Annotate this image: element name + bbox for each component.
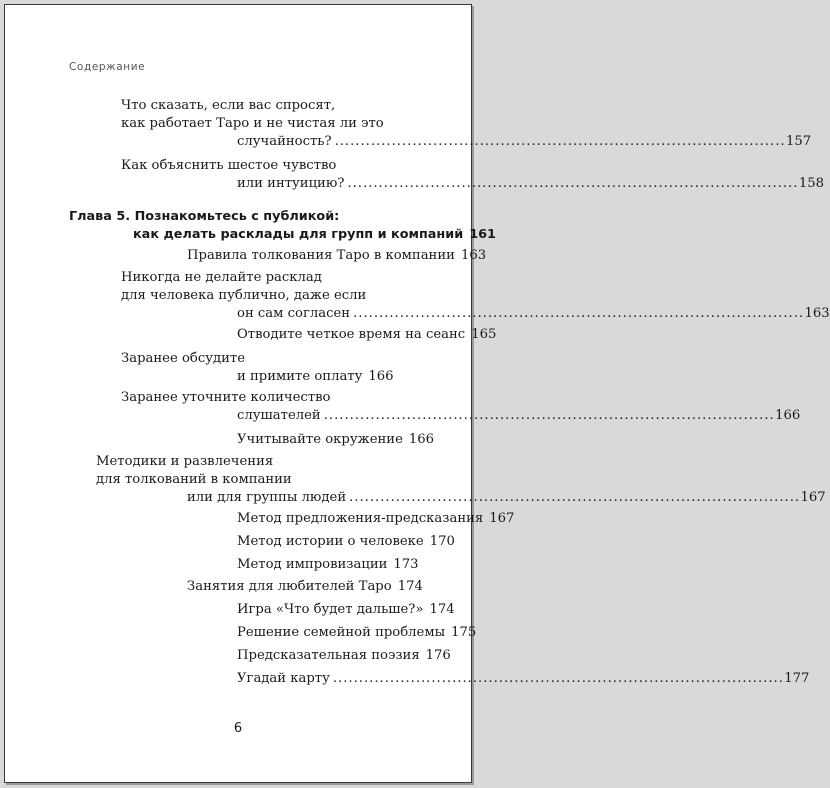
toc-line: Заранее уточните количество	[121, 390, 331, 405]
toc-page-number: 161	[469, 227, 496, 242]
toc-line: Как объяснить шестое чувство	[121, 158, 337, 173]
toc-entry-title: Занятия для любителей Таро	[187, 579, 392, 594]
toc-leader-line	[237, 133, 812, 151]
toc-leader-line	[237, 368, 394, 386]
toc-page-number: 167	[489, 511, 515, 526]
toc-leader-line	[187, 578, 423, 596]
toc-entry	[5, 97, 812, 151]
toc-page-number: 163	[804, 306, 830, 321]
toc-leader-line	[187, 489, 826, 507]
toc-leader-line	[237, 326, 497, 344]
book-page	[4, 4, 830, 783]
dot-leader	[324, 407, 772, 425]
toc-leader-line	[237, 305, 830, 323]
toc-entry	[5, 578, 471, 596]
toc-entry	[5, 157, 824, 193]
toc-page-number: 166	[408, 432, 435, 447]
toc-entry-title: Игра «Что будет дальше?»	[237, 602, 424, 617]
toc-leader-line	[237, 647, 451, 665]
toc-entry	[5, 510, 515, 528]
toc-entry-title: Метод предложения-предсказания	[237, 511, 484, 526]
toc-entry	[5, 389, 801, 425]
dot-leader	[333, 670, 781, 688]
toc-leader-line	[237, 556, 419, 574]
toc-entry-title: или интуицию?	[237, 176, 345, 191]
toc-page-number: 175	[451, 625, 477, 640]
toc-page-number: 170	[429, 534, 455, 549]
dot-leader	[353, 305, 801, 323]
toc-leader-line	[187, 247, 487, 265]
toc-entry-title: он сам согласен	[237, 306, 351, 321]
toc-chapter-entry	[5, 208, 496, 244]
toc-entry-title: Метод импровизации	[237, 557, 388, 572]
toc-entry	[5, 601, 471, 619]
toc-leader-line	[237, 510, 515, 528]
toc-page-number: 157	[785, 134, 812, 149]
toc-entry	[5, 247, 487, 265]
toc-line: Заранее обсудите	[121, 351, 246, 366]
toc-entry-title: Отводите четкое время на сеанс	[237, 327, 466, 342]
toc-page-number: 177	[784, 671, 810, 686]
toc-entry	[5, 670, 810, 688]
toc-page-number: 166	[368, 369, 394, 384]
toc-line: для человека публично, даже если	[121, 288, 367, 303]
toc-entry-title: Угадай карту	[237, 671, 330, 686]
toc-leader-line	[237, 431, 435, 449]
toc-entry-title: случайность?	[237, 134, 332, 149]
toc-entry	[5, 326, 497, 344]
toc-entry-title: Метод истории о человеке	[237, 534, 424, 549]
toc-leader-line	[237, 407, 801, 425]
toc-leader-line	[237, 624, 477, 642]
toc-line: Методики и развлечения	[96, 454, 274, 469]
toc-entry	[5, 453, 826, 507]
toc-entry	[5, 269, 830, 323]
toc-entry-title: слушателей	[237, 408, 321, 423]
toc-line: Что сказать, если вас спросят,	[121, 98, 336, 113]
toc-entry	[5, 624, 477, 642]
toc-page-number: 173	[393, 557, 419, 572]
toc-page-number: 166	[775, 408, 801, 423]
toc-leader-line	[133, 226, 496, 244]
toc-entry	[5, 533, 471, 551]
toc-entry	[5, 431, 471, 449]
dot-leader	[335, 133, 783, 151]
toc-entry-title: Предсказательная поэзия	[237, 648, 420, 663]
toc-page-number: 176	[425, 648, 451, 663]
toc-page-number: 163	[460, 248, 487, 263]
toc-page-number: 158	[798, 176, 824, 191]
toc-page-number: 165	[471, 327, 497, 342]
toc-line: Глава 5. Познакомьтесь с публикой:	[69, 209, 340, 224]
toc-entry-title: Учитывайте окружение	[237, 432, 403, 447]
toc-page-number: 174	[397, 579, 423, 594]
dot-leader	[349, 489, 797, 507]
toc-entry-title: или для группы людей	[187, 490, 347, 505]
toc-line: как работает Таро и не чистая ли это	[121, 116, 384, 131]
toc-leader-line	[237, 670, 810, 688]
toc-page-number: 167	[800, 490, 826, 505]
toc-entry	[5, 647, 471, 665]
toc-leader-line	[237, 601, 455, 619]
toc-page-number: 174	[429, 602, 455, 617]
toc-entry	[5, 556, 471, 574]
toc-line: для толкований в компании	[96, 472, 292, 487]
toc-entry	[5, 350, 471, 386]
toc-leader-line	[237, 533, 455, 551]
toc-entry-title: и примите оплату	[237, 369, 363, 384]
toc-line: Никогда не делайте расклад	[121, 270, 322, 285]
page-number: 6	[233, 721, 243, 736]
toc-leader-line	[237, 175, 824, 193]
toc-entry-title: Решение семейной проблемы	[237, 625, 446, 640]
dot-leader	[347, 175, 795, 193]
running-header: Содержание	[69, 61, 146, 73]
toc-entry-title: Правила толкования Таро в компании	[187, 248, 455, 263]
toc-entry-title: как делать расклады для групп и компаний	[133, 227, 464, 242]
